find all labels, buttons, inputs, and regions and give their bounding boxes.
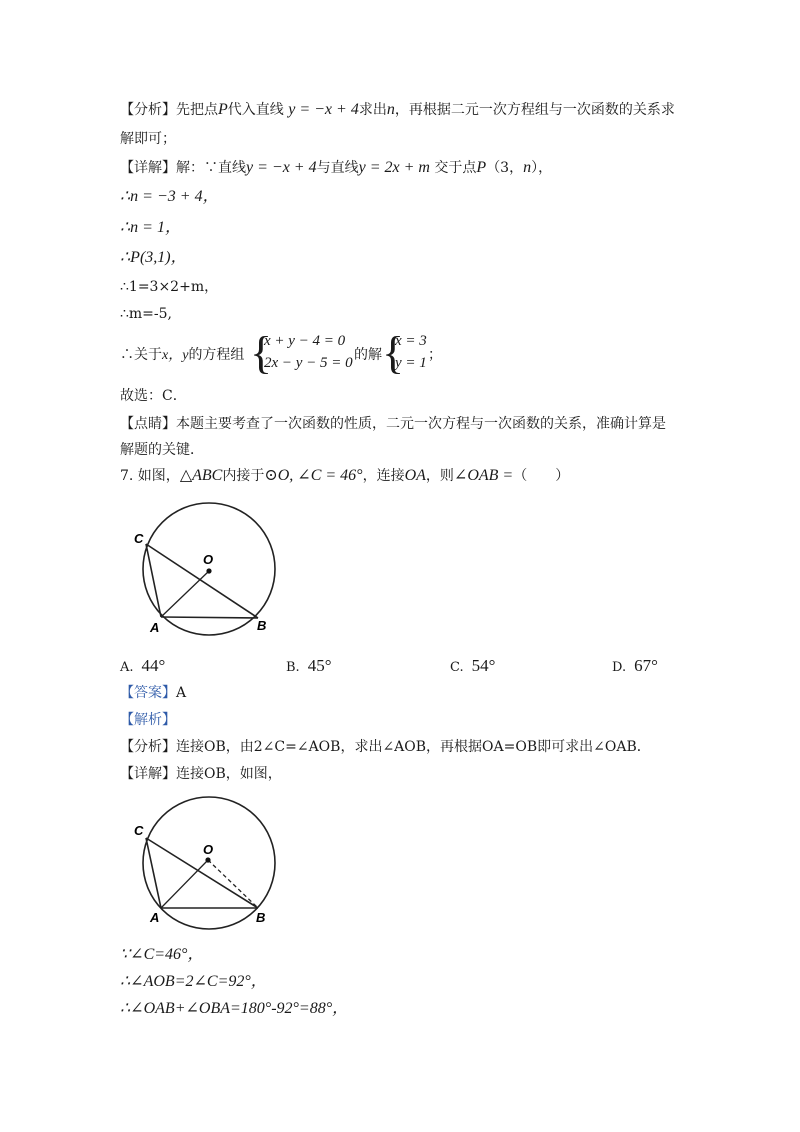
circle-condition: ⊙O, ∠C = 46° <box>264 467 363 484</box>
question-number: 7. 如图， <box>120 468 180 484</box>
step-4: ∴1=3×2+m， <box>120 279 219 295</box>
side-cb <box>146 838 258 908</box>
label-a: A <box>150 910 160 925</box>
side-ab <box>161 617 258 618</box>
segment-oa: OA <box>404 467 426 484</box>
option-b[interactable] <box>286 656 332 678</box>
point-p: P <box>218 101 228 118</box>
var-n: n <box>386 101 395 118</box>
q7-detail: 【详解】连接OB，如图， <box>120 766 282 782</box>
segment-ob-dashed <box>208 860 258 908</box>
text: 代入直线 <box>227 102 284 118</box>
step-1: ∴n = −3 + 4， <box>120 188 219 205</box>
option-letter: B. <box>286 660 300 675</box>
text: ）， <box>531 160 553 176</box>
text: （3， <box>486 160 524 176</box>
q7-step-1: ∵∠C=46°， <box>120 946 204 963</box>
var-n: n <box>523 159 532 176</box>
label-b: B <box>256 910 266 925</box>
detail-line-1 <box>120 158 552 178</box>
answer-blank: （ ） <box>513 468 570 484</box>
label-o: O <box>203 552 214 567</box>
answer-value: A <box>176 685 187 701</box>
analysis-heading: 【分析】先把点 <box>120 102 218 118</box>
asked-angle: ∠OAB = <box>453 467 514 484</box>
line-equation: y = −x + 4 <box>288 101 359 118</box>
option-value: 54° <box>471 656 496 675</box>
text: 内接于 <box>222 468 265 484</box>
left-brace-2: { <box>382 327 405 378</box>
left-brace-1: { <box>250 327 273 378</box>
text: 交于点 <box>434 160 477 176</box>
segment-oa-line <box>161 860 208 908</box>
point-p: P <box>476 159 487 176</box>
option-d[interactable] <box>612 656 658 678</box>
segment-oa-line <box>161 571 209 617</box>
center-dot <box>206 568 211 573</box>
equation-2: y = 2x + m <box>358 159 430 176</box>
comment-line-1: 【点睛】本题主要考查了一次函数的性质，二元一次方程与一次函数的关系，准确计算是 <box>120 416 666 432</box>
analysis-line-2: 解即可； <box>120 131 176 147</box>
option-a[interactable] <box>120 656 165 678</box>
text: ，连接 <box>362 468 405 484</box>
step-2: ∴n = 1， <box>120 219 181 236</box>
detail-heading: 【详解】解：∵直线 <box>120 160 246 176</box>
text: 与直线 <box>316 160 359 176</box>
text: ，再根据二元一次方程组与一次函数的关系求 <box>394 102 675 118</box>
choose-line: 故选：C． <box>120 388 187 404</box>
answer-label: 【答案】 <box>120 685 176 701</box>
question-7 <box>120 466 569 486</box>
label-a: A <box>150 620 160 635</box>
comment-line-2: 解题的关键． <box>120 442 204 458</box>
step-6 <box>120 345 244 366</box>
label-b: B <box>257 618 267 633</box>
system-eq-1: x + y − 4 = 0 <box>264 333 346 349</box>
text: 的方程组 <box>188 347 245 363</box>
center-dot <box>205 857 210 862</box>
solution-y: y = 1 <box>395 355 427 371</box>
q7-analysis: 【分析】连接OB，由2∠C=∠AOB，求出∠AOB，再根据OA=OB即可求出∠OAB． <box>120 739 651 755</box>
jiexi-heading: 【解析】 <box>120 712 176 728</box>
option-value: 44° <box>141 656 166 675</box>
option-letter: D. <box>612 660 627 675</box>
label-c: C <box>134 823 144 838</box>
circle-figure-2 <box>128 790 288 940</box>
solution-x: x = 3 <box>395 333 427 349</box>
label-c: C <box>134 531 144 546</box>
option-c[interactable] <box>450 656 495 678</box>
system-eq-2: 2x − y − 5 = 0 <box>264 355 353 371</box>
text: 求出 <box>358 102 387 118</box>
side-cb <box>146 544 258 618</box>
option-letter: A. <box>120 660 134 675</box>
analysis-line-1 <box>120 100 675 120</box>
triangle: △ABC <box>179 467 223 484</box>
option-letter: C. <box>450 660 464 675</box>
semicolon: ； <box>428 347 442 363</box>
answer-line <box>120 683 186 703</box>
text: ∴关于 <box>120 347 162 363</box>
step-3: ∴P(3,1)， <box>120 249 187 266</box>
text: ，则 <box>425 468 454 484</box>
option-value: 45° <box>307 656 332 675</box>
option-value: 67° <box>634 656 658 675</box>
equation-1: y = −x + 4 <box>246 159 317 176</box>
circle-figure-1 <box>128 496 288 646</box>
solution-label: 的解 <box>354 347 382 363</box>
step-5: ∴m=-5, <box>120 306 173 322</box>
q7-step-3: ∴∠OAB+∠OBA=180°-92°=88°， <box>120 1000 349 1017</box>
q7-step-2: ∴∠AOB=2∠C=92°， <box>120 973 267 990</box>
vars-xy: x，y <box>162 348 189 363</box>
label-o: O <box>203 842 214 857</box>
